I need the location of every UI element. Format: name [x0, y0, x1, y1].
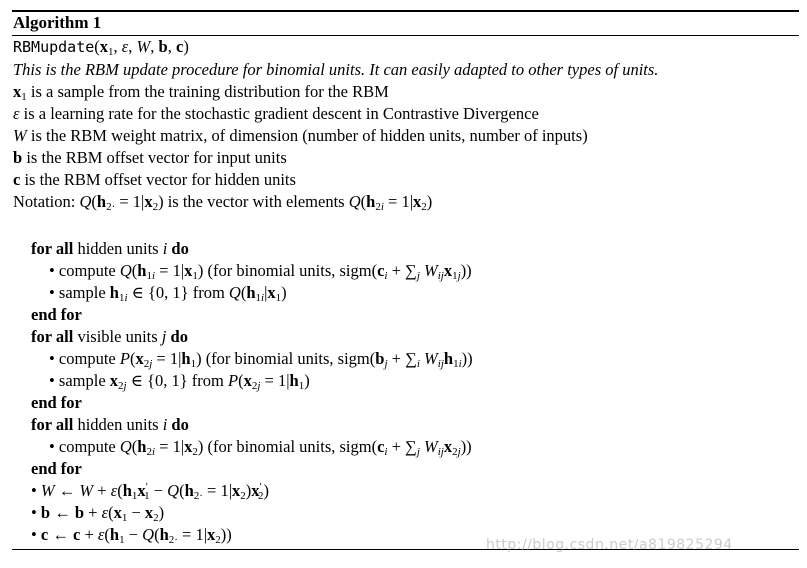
param-c: c is the RBM offset vector for hidden units: [13, 170, 296, 189]
update-c: • c ← $c + \varepsilon(h_1 - Q(h_{2\cdot} = 1|x_2))$: [31, 525, 232, 546]
loop2-header: for all visible units j do: [31, 327, 188, 346]
watermark: http://blog.csdn.net/a819825294: [486, 537, 733, 553]
procedure-args: ($x_1$, ε, W, b, c): [94, 37, 189, 58]
procedure-name: RBMupdate: [13, 38, 95, 56]
loop1-header: for all hidden units i do: [31, 239, 189, 258]
signature-line: [13, 37, 189, 57]
param-x1: $x_1$ is a sample from the training distribution for the RBM: [13, 82, 389, 103]
update-w: • W ← $W + \varepsilon(h_1x'_1 - Q(h_{2\cdot} = 1|x_2)x'_2)$: [31, 481, 269, 502]
loop3-header: for all hidden units i do: [31, 415, 189, 434]
loop3-compute: • compute $Q(h_{2i} = 1|x_2)$ (for binomial units, $sigm(c_i + \sum_j$ $W_{ij}x_{2j}$)): [49, 437, 472, 458]
loop2-end: end for: [31, 393, 82, 412]
update-b: • b ← $b + \varepsilon(x_1 - x_2)$: [31, 503, 165, 524]
loop1-sample: • sample $h_{1i}$ ∈ {0, 1} from $Q(h_{1i}|x_1)$: [49, 283, 287, 304]
header-rule: [12, 35, 799, 36]
description: This is the RBM update procedure for binomial units. It can easily adapted to other types of units.: [13, 60, 659, 79]
loop1-end: end for: [31, 305, 82, 324]
loop2-compute: • compute $P(x_{2j} = 1|h_1)$ (for binomial units, $sigm(b_j + \sum_i$ $W_{ij}h_{1i}$)): [49, 349, 473, 370]
param-epsilon: ε is a learning rate for the stochastic gradient descent in Contrastive Divergence: [13, 104, 539, 123]
top-rule: [12, 10, 799, 12]
algorithm-title: Algorithm 1: [13, 13, 102, 32]
param-b: b is the RBM offset vector for input units: [13, 148, 287, 167]
param-w: W is the RBM weight matrix, of dimension (number of hidden units, number of inputs): [13, 126, 588, 145]
notation-line: Notation: $Q(h_{2\cdot} = 1|x_2)$ is the vector with elements $Q(h_{2i} = 1|x_2)$: [13, 192, 433, 213]
loop3-end: end for: [31, 459, 82, 478]
loop2-sample: • sample $x_{2j}$ ∈ {0, 1} from $P(x_{2j} = 1|h_1)$: [49, 371, 310, 392]
loop1-compute: • compute $Q(h_{1i} = 1|x_1)$ (for binomial units, $sigm(c_i + \sum_j$ $W_{ij}x_{1j}$)): [49, 261, 472, 282]
